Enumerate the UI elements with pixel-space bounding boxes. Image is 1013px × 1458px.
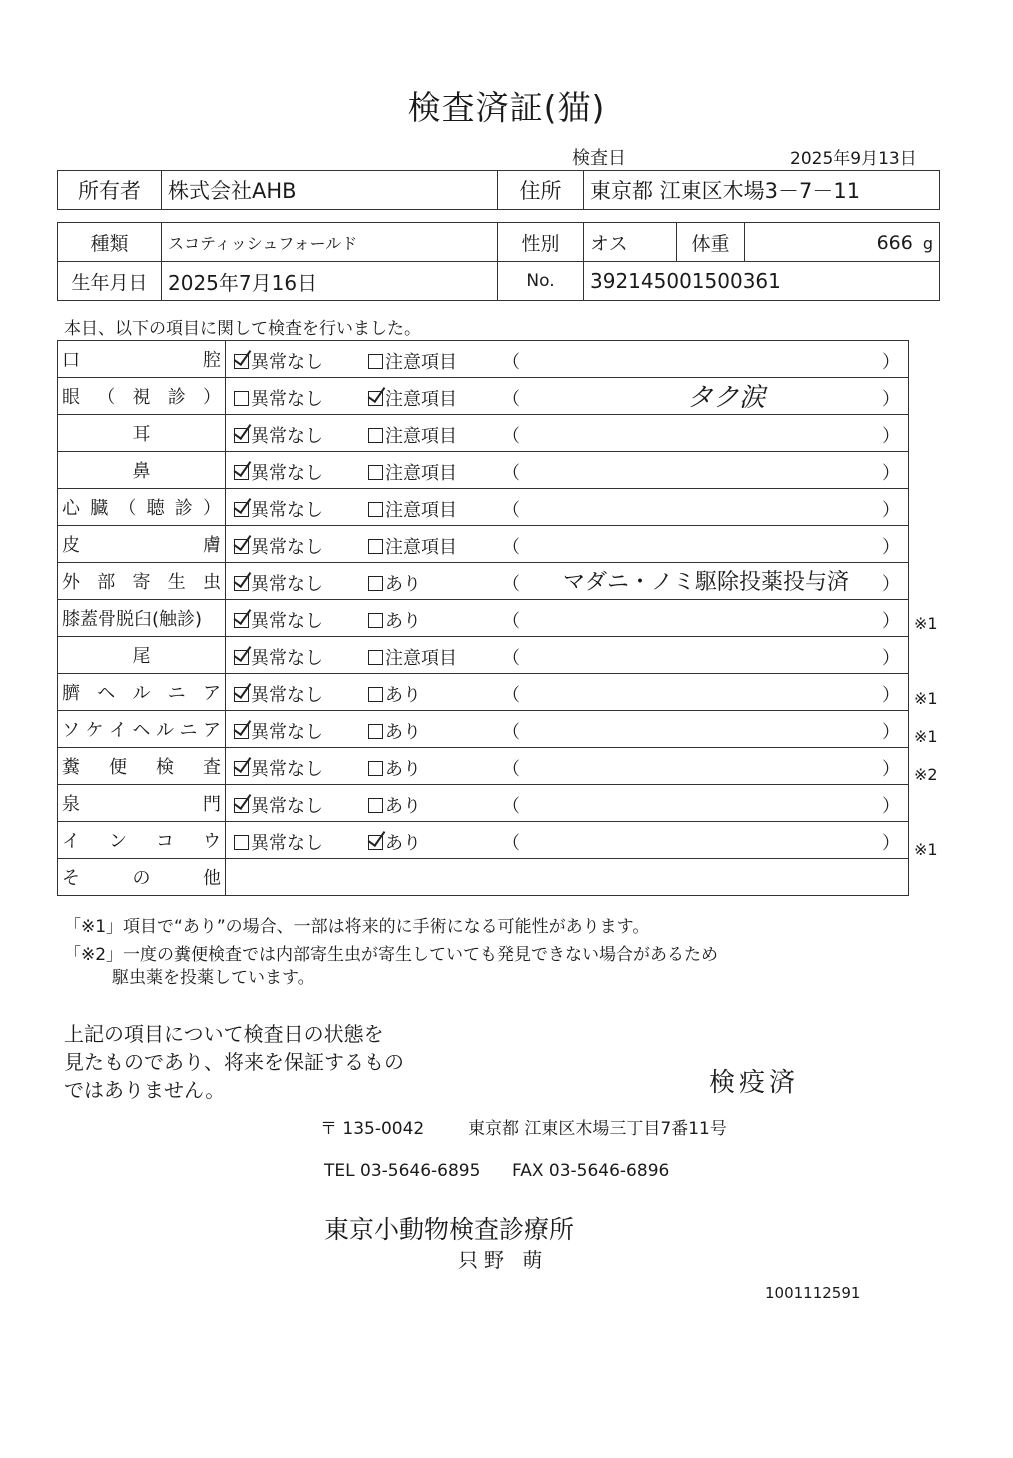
open-paren: （	[502, 389, 520, 410]
footnote-2: 「※2」一度の糞便検査では内部寄生虫が寄生していても発見できない場合があるため	[64, 945, 719, 965]
check-row	[58, 637, 909, 674]
name-char: 口	[62, 350, 80, 371]
footnote-3: 駆虫薬を投薬しています。	[112, 968, 315, 988]
check-result-cell	[226, 452, 909, 489]
empty-box-icon[interactable]	[368, 687, 383, 702]
check-item-name	[62, 346, 221, 372]
checked-box-icon[interactable]	[234, 650, 249, 665]
check-result	[226, 748, 908, 784]
check-row	[58, 822, 909, 859]
disclaimer-line-2: 見たものであり、将来を保証するもの	[64, 1050, 404, 1074]
normal-option-label: 異常なし	[251, 833, 323, 854]
check-result	[226, 452, 908, 488]
name-char: の	[132, 868, 151, 889]
open-paren: （	[502, 500, 520, 521]
checked-box-icon[interactable]	[234, 539, 249, 554]
name-char: ン	[109, 831, 127, 852]
checked-box-icon[interactable]	[234, 724, 249, 739]
empty-box-icon[interactable]	[368, 650, 383, 665]
second-option-label: あり	[385, 574, 421, 595]
check-item-name: 耳	[132, 424, 151, 445]
second-option[interactable]	[368, 422, 457, 448]
checked-box-icon[interactable]	[368, 391, 383, 406]
name-char: 腔	[203, 350, 221, 371]
breed-label: 種類	[58, 223, 162, 262]
name-char: 視	[132, 387, 151, 408]
footnote-mark: ※1	[914, 727, 938, 746]
close-paren: ）	[882, 463, 900, 484]
weight-cell	[745, 223, 940, 262]
animal-table	[57, 222, 940, 301]
name-char: ア	[203, 683, 221, 704]
clinic-address: 東京都 江東区木場三丁目7番11号	[468, 1119, 727, 1139]
second-option[interactable]	[368, 607, 421, 633]
other-label	[62, 864, 221, 890]
check-item-name	[62, 531, 221, 557]
checked-box-icon[interactable]	[234, 613, 249, 628]
disclaimer-line-3: ではありません。	[64, 1078, 226, 1102]
inspector-name: 只野 萌	[458, 1248, 549, 1272]
second-option-label: あり	[385, 796, 421, 817]
check-item-name-cell	[58, 748, 226, 785]
normal-option[interactable]	[234, 644, 323, 670]
name-char: 膚	[203, 535, 221, 556]
second-option-label: あり	[385, 685, 421, 706]
open-paren: （	[502, 426, 520, 447]
second-option[interactable]	[368, 459, 457, 485]
check-result	[226, 785, 908, 821]
dob-value: 2025年7月16日	[162, 262, 498, 301]
second-option-label: 注意項目	[385, 426, 457, 447]
second-option[interactable]	[368, 681, 421, 707]
normal-option-label: 異常なし	[251, 500, 323, 521]
check-row-other-label	[58, 859, 226, 896]
close-paren: ）	[882, 500, 900, 521]
empty-box-icon[interactable]	[368, 502, 383, 517]
normal-option-label: 異常なし	[251, 648, 323, 669]
check-item-name-cell	[58, 526, 226, 563]
normal-option[interactable]	[234, 755, 323, 781]
footnote-mark: ※2	[914, 764, 938, 784]
normal-option[interactable]	[234, 681, 323, 707]
check-result-cell	[226, 822, 909, 859]
name-char: （	[118, 498, 137, 519]
name-char: イ	[109, 720, 127, 741]
check-row	[58, 378, 909, 415]
name-char: ニ	[179, 720, 198, 741]
check-item-name-cell	[58, 785, 226, 822]
name-char: イ	[62, 831, 80, 852]
check-item-name-cell	[58, 452, 226, 489]
address-label: 住所	[498, 171, 584, 210]
normal-option[interactable]	[234, 792, 323, 818]
normal-option-label: 異常なし	[251, 685, 323, 706]
check-result	[226, 526, 908, 562]
sex-value: オス	[584, 223, 677, 262]
weight-unit: g	[922, 234, 933, 253]
name-char: ソ	[62, 720, 80, 741]
second-option-label: 注意項目	[385, 648, 457, 669]
clinic-postal: 〒 135-0042	[320, 1119, 425, 1139]
normal-option[interactable]	[234, 718, 323, 744]
check-row	[58, 600, 909, 637]
check-item-name: 鼻	[132, 461, 151, 482]
check-result-cell	[226, 378, 909, 415]
check-item-name	[62, 679, 221, 705]
name-char: ）	[203, 387, 221, 408]
open-paren: （	[502, 648, 520, 669]
check-item-name-cell	[58, 415, 226, 452]
second-option-label: あり	[385, 611, 421, 632]
normal-option-label: 異常なし	[251, 611, 323, 632]
no-value: 392145001500361	[584, 262, 940, 301]
close-paren: ）	[882, 685, 900, 706]
check-row	[58, 489, 909, 526]
name-char: ル	[156, 720, 174, 741]
empty-box-icon[interactable]	[368, 465, 383, 480]
intro-text: 本日、以下の項目に関して検査を行いました。	[64, 319, 421, 339]
check-item-name-cell	[58, 711, 226, 748]
footnote-mark: ※1	[914, 840, 938, 860]
close-paren: ）	[882, 426, 900, 447]
empty-box-icon[interactable]	[234, 391, 249, 406]
footnote-mark: ※1	[914, 689, 938, 709]
check-item-name	[62, 383, 221, 409]
check-result-cell	[226, 711, 909, 748]
second-option-label: あり	[385, 759, 421, 780]
check-row	[58, 748, 909, 785]
clinic-tel: TEL 03-5646-6895	[324, 1161, 481, 1181]
second-option[interactable]	[368, 792, 421, 818]
empty-box-icon[interactable]	[368, 539, 383, 554]
second-option[interactable]	[368, 533, 457, 559]
normal-option-label: 異常なし	[251, 537, 323, 558]
second-option-label: 注意項目	[385, 537, 457, 558]
name-char: 診	[167, 387, 186, 408]
check-result	[226, 415, 908, 451]
check-item-name	[62, 716, 221, 742]
name-char: 心	[62, 498, 80, 519]
normal-option[interactable]	[234, 496, 323, 522]
check-row	[58, 415, 909, 452]
empty-box-icon[interactable]	[368, 613, 383, 628]
inspection-date-value: 2025年9月13日	[790, 149, 917, 169]
check-row	[58, 341, 909, 378]
checked-box-icon[interactable]	[234, 465, 249, 480]
check-item-name-cell	[58, 600, 226, 637]
name-char: 臍	[62, 683, 80, 704]
name-char: 臓	[90, 498, 109, 519]
check-result	[226, 822, 908, 858]
name-char: 検	[156, 757, 174, 778]
check-row-other-value	[226, 859, 909, 896]
check-result-cell	[226, 341, 909, 378]
address-value: 東京都 江東区木場3－7－11	[584, 171, 940, 210]
name-char: 糞	[62, 757, 80, 778]
second-option[interactable]	[368, 718, 421, 744]
check-result	[226, 674, 908, 710]
check-result-cell	[226, 415, 909, 452]
close-paren: ）	[882, 796, 900, 817]
handwritten-note: タク涙	[686, 383, 765, 413]
quarantine-stamp: 検疫済	[709, 1068, 800, 1098]
second-option[interactable]	[368, 496, 457, 522]
second-option[interactable]	[368, 348, 457, 374]
no-label: No.	[498, 262, 584, 301]
check-table	[57, 340, 909, 896]
empty-box-icon[interactable]	[368, 798, 383, 813]
open-paren: （	[502, 722, 520, 743]
check-item-name	[62, 753, 221, 779]
close-paren: ）	[882, 648, 900, 669]
normal-option[interactable]	[234, 348, 323, 374]
second-option[interactable]	[368, 570, 421, 596]
normal-option[interactable]	[234, 422, 323, 448]
check-item-name-cell	[58, 341, 226, 378]
normal-option-label: 異常なし	[251, 722, 323, 743]
checked-box-icon[interactable]	[234, 428, 249, 443]
clinic-name: 東京小動物検査診療所	[324, 1215, 575, 1244]
check-result-cell	[226, 674, 909, 711]
name-char: 虫	[203, 572, 221, 593]
empty-box-icon[interactable]	[368, 354, 383, 369]
check-table-body	[58, 341, 909, 859]
checked-box-icon[interactable]	[234, 761, 249, 776]
weight-value: 666	[876, 232, 913, 254]
normal-option-label: 異常なし	[251, 352, 323, 373]
close-paren: ）	[882, 352, 900, 373]
checked-box-icon[interactable]	[234, 354, 249, 369]
open-paren: （	[502, 352, 520, 373]
second-option-label: あり	[385, 722, 421, 743]
serial-number: 1001112591	[765, 1284, 861, 1302]
check-result	[226, 563, 908, 599]
check-row	[58, 563, 909, 600]
name-char: コ	[156, 831, 174, 852]
check-item-name	[62, 827, 221, 853]
document-title: 検査済証(猫)	[407, 88, 606, 127]
open-paren: （	[502, 685, 520, 706]
checked-box-icon[interactable]	[368, 835, 383, 850]
check-result	[226, 489, 908, 525]
second-option[interactable]	[368, 385, 457, 411]
disclaimer-line-1: 上記の項目について検査日の状態を	[64, 1022, 384, 1046]
check-row	[58, 452, 909, 489]
name-char: 聴	[146, 498, 165, 519]
name-char: 便	[109, 757, 127, 778]
close-paren: ）	[882, 574, 900, 595]
name-char: ア	[203, 720, 221, 741]
check-result-cell	[226, 489, 909, 526]
check-item-name	[62, 494, 221, 520]
normal-option[interactable]	[234, 570, 323, 596]
second-option-label: 注意項目	[385, 500, 457, 521]
check-row	[58, 711, 909, 748]
empty-box-icon[interactable]	[368, 428, 383, 443]
check-item-name-cell	[58, 489, 226, 526]
check-item-name-cell	[58, 822, 226, 859]
normal-option-label: 異常なし	[251, 463, 323, 484]
name-char: ル	[132, 683, 151, 704]
name-char: ヘ	[97, 683, 116, 704]
second-option-label: 注意項目	[385, 389, 457, 410]
empty-box-icon[interactable]	[368, 576, 383, 591]
dob-label: 生年月日	[58, 262, 162, 301]
empty-box-icon[interactable]	[234, 835, 249, 850]
normal-option[interactable]	[234, 607, 323, 633]
close-paren: ）	[882, 537, 900, 558]
name-char: ）	[202, 498, 221, 519]
breed-value: スコティッシュフォールド	[162, 223, 498, 262]
check-item-name: 尾	[132, 646, 151, 667]
close-paren: ）	[882, 722, 900, 743]
check-note: マダニ・ノミ駆除投薬投与済	[562, 570, 849, 595]
normal-option-label: 異常なし	[251, 796, 323, 817]
name-char: 他	[203, 868, 221, 889]
name-char: ケ	[85, 720, 104, 741]
footnote-mark: ※1	[914, 613, 938, 633]
name-char: 寄	[132, 572, 151, 593]
second-option[interactable]	[368, 755, 421, 781]
owner-label: 所有者	[58, 171, 162, 210]
normal-option[interactable]	[234, 533, 323, 559]
open-paren: （	[502, 463, 520, 484]
close-paren: ）	[882, 833, 900, 854]
check-result	[226, 637, 908, 673]
inspection-date-label: 検査日	[572, 148, 626, 169]
owner-value: 株式会社AHB	[162, 171, 498, 210]
open-paren: （	[502, 611, 520, 632]
check-result	[226, 711, 908, 747]
check-row	[58, 526, 909, 563]
check-result-cell	[226, 563, 909, 600]
name-char: 査	[203, 757, 221, 778]
open-paren: （	[502, 833, 520, 854]
check-item-name	[62, 790, 221, 816]
open-paren: （	[502, 574, 520, 595]
open-paren: （	[502, 537, 520, 558]
check-item-name: 膝蓋骨脱臼(触診)	[62, 609, 203, 630]
check-item-name	[62, 568, 221, 594]
normal-option-label: 異常なし	[251, 759, 323, 780]
weight-label: 体重	[677, 223, 745, 262]
check-result	[226, 600, 908, 636]
empty-box-icon[interactable]	[368, 761, 383, 776]
name-char: 皮	[62, 535, 80, 556]
name-char: ニ	[167, 683, 186, 704]
check-row	[58, 785, 909, 822]
name-char: 門	[203, 794, 221, 815]
name-char: 診	[174, 498, 193, 519]
clinic-fax: FAX 03-5646-6896	[512, 1161, 670, 1181]
empty-box-icon[interactable]	[368, 724, 383, 739]
name-char: ウ	[203, 831, 221, 852]
name-char: 泉	[62, 794, 80, 815]
name-char: 外	[62, 572, 80, 593]
check-result	[226, 378, 908, 414]
close-paren: ）	[882, 611, 900, 632]
second-option-label: 注意項目	[385, 463, 457, 484]
normal-option[interactable]	[234, 459, 323, 485]
check-result-cell	[226, 526, 909, 563]
name-char: （	[97, 387, 116, 408]
check-item-name-cell	[58, 637, 226, 674]
check-result-cell	[226, 637, 909, 674]
name-char: ヘ	[132, 720, 151, 741]
normal-option-label: 異常なし	[251, 574, 323, 595]
footnote-1: 「※1」項目で“あり”の場合、一部は将来的に手術になる可能性があります。	[64, 917, 650, 937]
check-item-name-cell	[58, 563, 226, 600]
checked-box-icon[interactable]	[234, 502, 249, 517]
second-option[interactable]	[368, 829, 421, 855]
close-paren: ）	[882, 759, 900, 780]
check-result-cell	[226, 785, 909, 822]
check-result	[226, 341, 908, 377]
open-paren: （	[502, 796, 520, 817]
name-char: 生	[167, 572, 186, 593]
second-option-label: あり	[385, 833, 421, 854]
normal-option[interactable]	[234, 829, 323, 855]
second-option[interactable]	[368, 644, 457, 670]
check-item-name-cell	[58, 378, 226, 415]
normal-option-label: 異常なし	[251, 426, 323, 447]
name-char: 部	[97, 572, 116, 593]
checked-box-icon[interactable]	[234, 576, 249, 591]
owner-table	[57, 170, 940, 210]
normal-option[interactable]	[234, 385, 323, 411]
checked-box-icon[interactable]	[234, 687, 249, 702]
normal-option-label: 異常なし	[251, 389, 323, 410]
check-result-cell	[226, 748, 909, 785]
name-char: そ	[62, 868, 80, 889]
check-result-cell	[226, 600, 909, 637]
checked-box-icon[interactable]	[234, 798, 249, 813]
close-paren: ）	[882, 389, 900, 410]
check-row	[58, 674, 909, 711]
open-paren: （	[502, 759, 520, 780]
check-item-name-cell	[58, 674, 226, 711]
name-char: 眼	[62, 387, 80, 408]
second-option-label: 注意項目	[385, 352, 457, 373]
sex-label: 性別	[498, 223, 584, 262]
